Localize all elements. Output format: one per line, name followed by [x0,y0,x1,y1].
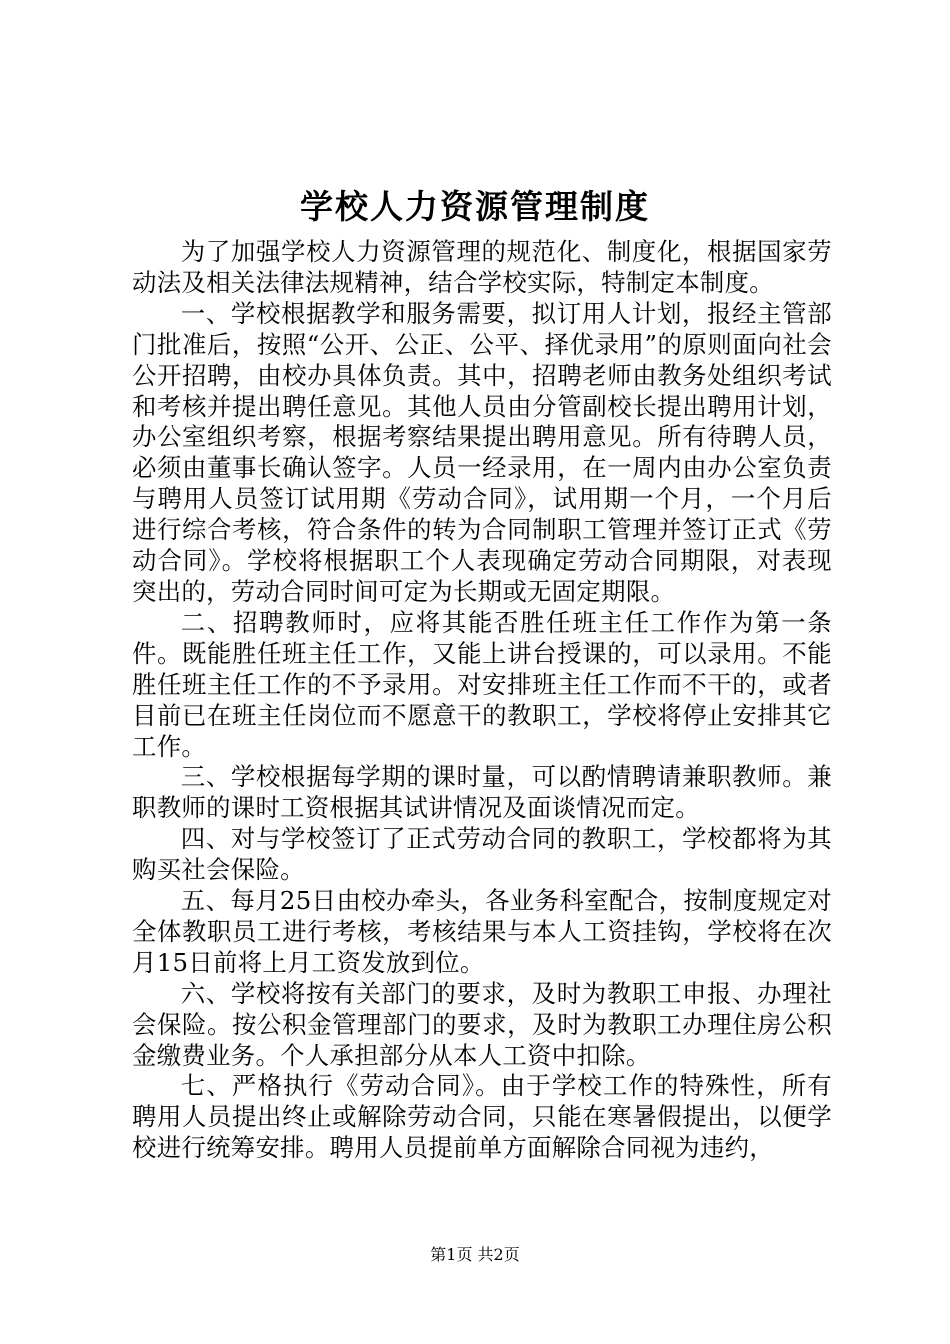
paragraph-2: 二、招聘教师时，应将其能否胜任班主任工作作为第一条件。既能胜任班主任工作，又能上讲台授课的，可以录用。不能胜任班主任工作的不予录用。对安排班主任工作而不干的，或者目前已在班主任岗位而不愿意干的教职工，学校将停止安排其它工作。 [132,607,832,761]
paragraph-5: 五、每月25日由校办牵头，各业务科室配合，按制度规定对全体教职员工进行考核，考核结果与本人工资挂钩，学校将在次月15日前将上月工资发放到位。 [132,886,832,977]
paragraph-3: 三、学校根据每学期的课时量，可以酌情聘请兼职教师。兼职教师的课时工资根据其试讲情况及面谈情况而定。 [132,762,832,823]
paragraph-7: 七、严格执行《劳动合同》。由于学校工作的特殊性，所有聘用人员提出终止或解除劳动合同，只能在寒暑假提出，以便学校进行统筹安排。聘用人员提前单方面解除合同视为违约， [132,1071,832,1163]
paragraph-intro: 为了加强学校人力资源管理的规范化、制度化，根据国家劳动法及相关法律法规精神，结合学校实际，特制定本制度。 [132,237,832,297]
page-footer: 第1页 共2页 [430,1245,520,1264]
paragraph-1: 一、学校根据教学和服务需要，拟订用人计划，报经主管部门批准后，按照“公开、公正、公平、择优录用”的原则面向社会公开招聘，由校办具体负责。其中，招聘老师由教务处组织考试和考核并提出聘任意见。其他人员由分管副校长提出聘用计划，办公室组织考察，根据考察结果提出聘用意见。所有待聘人员，必须由董事长确认签字。人员一经录用，在一周内由办公室负责与聘用人员签订试用期《劳动合同》，试用期一个月，一个月后进行综合考核，符合条件的转为合同制职工管理并签订正式《劳动合同》。学校将根据职工个人表现确定劳动合同期限，对表现突出的，劳动合同时间可定为长期或无固定期限。 [132,298,832,606]
document-body [132,237,832,1164]
paragraph-4: 四、对与学校签订了正式劳动合同的教职工，学校都将为其购买社会保险。 [132,824,832,885]
paragraph-6: 六、学校将按有关部门的要求，及时为教职工申报、办理社会保险。按公积金管理部门的要求，及时为教职工办理住房公积金缴费业务。个人承担部分从本人工资中扣除。 [132,978,832,1070]
document-title: 学校人力资源管理制度 [300,187,650,226]
